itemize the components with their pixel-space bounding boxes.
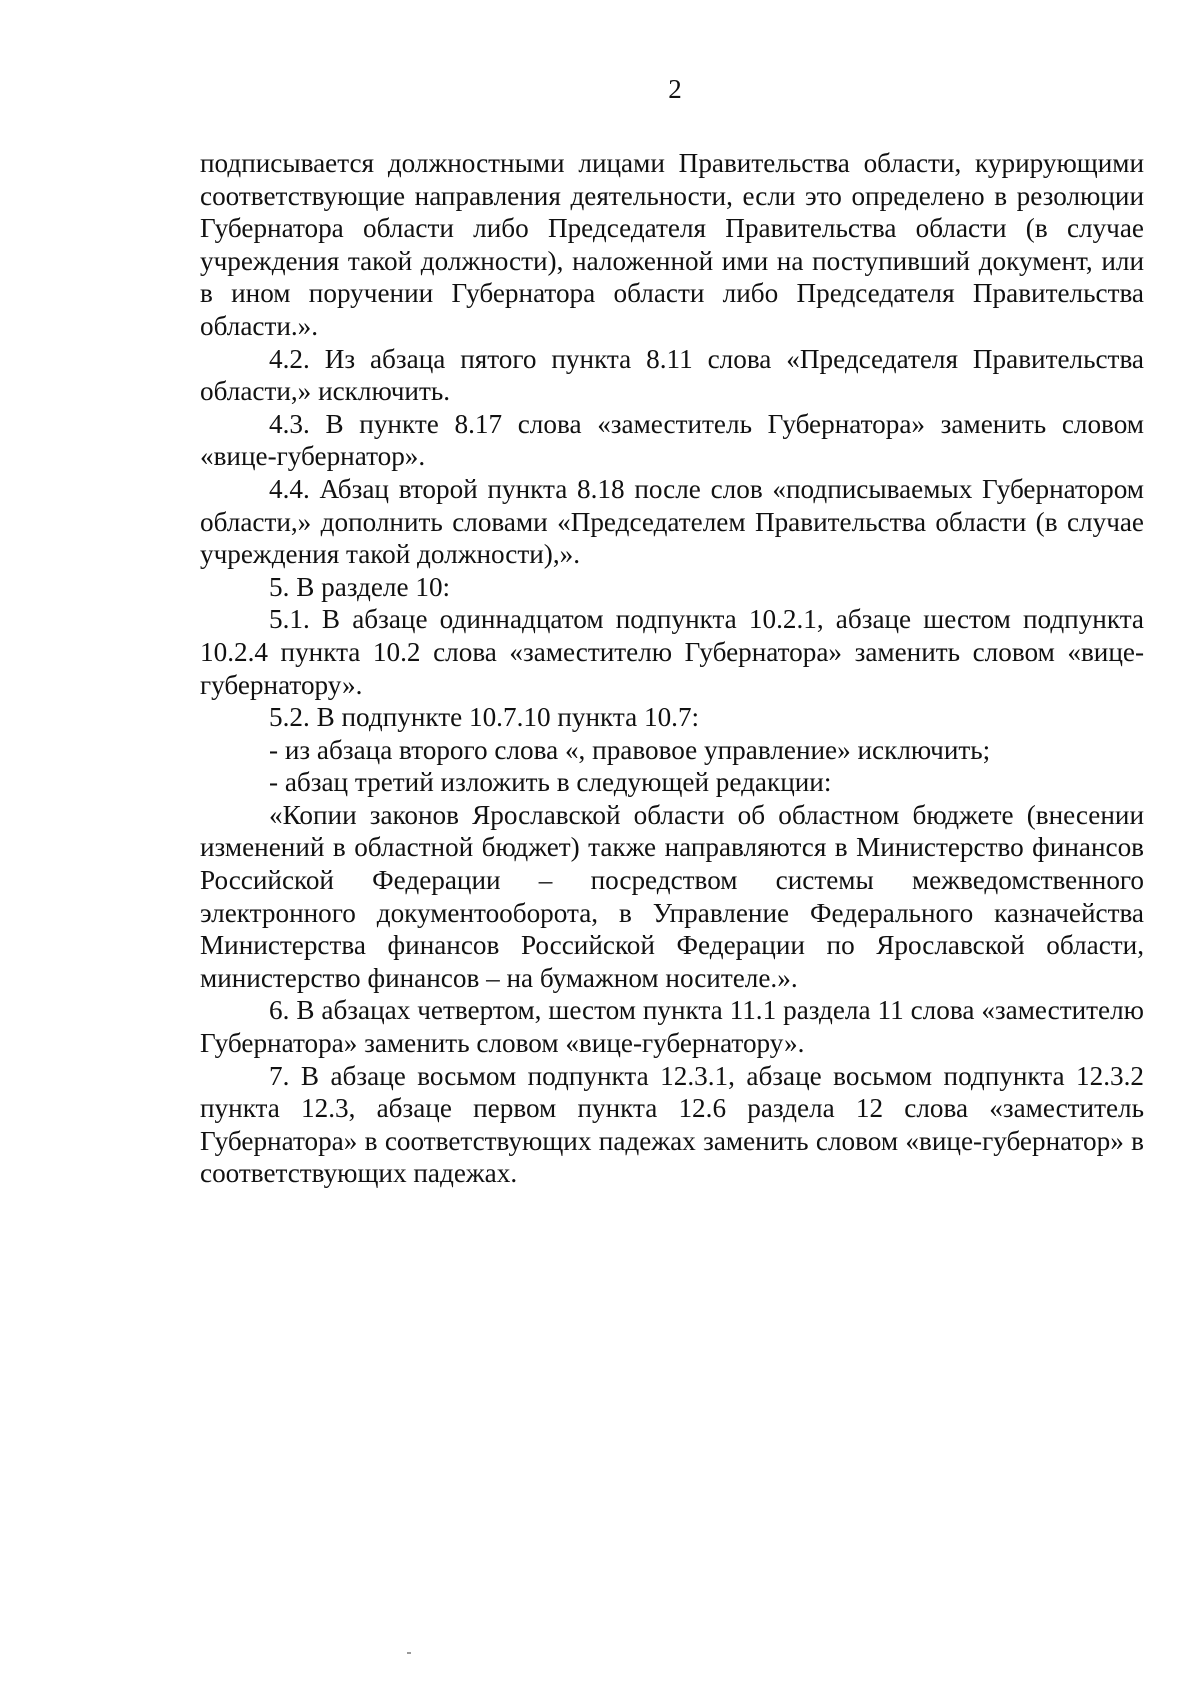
paragraph-5-2: 5.2. В подпункте 10.7.10 пункта 10.7: [269, 702, 700, 733]
paragraph-4-2: 4.2. Из абзаца пятого пункта 8.11 слова «Председателя Правительства области,» исключить. [200, 343, 1144, 407]
paragraph-continuation: подписывается должностными лицами Правительства области, курирующими соответствующие направления деятельности, если это определено в резолюции Губернатора области либо Председателя Правительства области (в случае учреждения такой должности), наложенной ими на поступивший документ, или в ином поручении Губернатора области либо Председателя Правительства области.». [200, 148, 1144, 341]
paragraph-5-2-item-2: - абзац третий изложить в следующей редакции: [269, 767, 832, 798]
paragraph-4-4: 4.4. Абзац второй пункта 8.18 после слов «подписываемых Губернатором области,» дополнить словами «Председателем Правительства области (в случае учреждения такой должности),». [200, 473, 1144, 570]
paragraph-4-3: 4.3. В пункте 8.17 слова «заместитель Губернатора» заменить словом «вице-губернатор». [200, 408, 1144, 472]
paragraph-5-1: 5.1. В абзаце одиннадцатом подпункта 10.2.1, абзаце шестом подпункта 10.2.4 пункта 10.2 слова «заместителю Губернатора» заменить словом «вице-губернатору». [200, 604, 1144, 700]
paragraph-5: 5. В разделе 10: [269, 571, 451, 602]
paragraph-6: 6. В абзацах четвертом, шестом пункта 11.1 раздела 11 слова «заместителю Губернатора» заменить словом «вице-губернатору». [200, 995, 1144, 1059]
page-number: 2 [668, 74, 682, 104]
paragraph-5-2-item-1: - из абзаца второго слова «, правовое управление» исключить; [269, 734, 991, 765]
paragraph-quoted-text: «Копии законов Ярославской области об областном бюджете (внесении изменений в областной бюджет) также направляются в Министерство финансов Российской Федерации – посредством системы межведомственного электронного документооборота, в Управление Федерального казначейства Министерства финансов Российской Федерации по Ярославской области, министерство финансов – на бумажном носителе.». [200, 799, 1144, 993]
paragraph-7: 7. В абзаце восьмом подпункта 12.3.1, абзаце восьмом подпункта 12.3.2 пункта 12.3, абзаце первом пункта 12.6 раздела 12 слова «заместитель Губернатора» в соответствующих падежах заменить словом «вице-губернатор» в соответствующих падежах. [200, 1060, 1144, 1189]
document-body [200, 147, 1144, 1190]
scan-speck [407, 1652, 411, 1654]
